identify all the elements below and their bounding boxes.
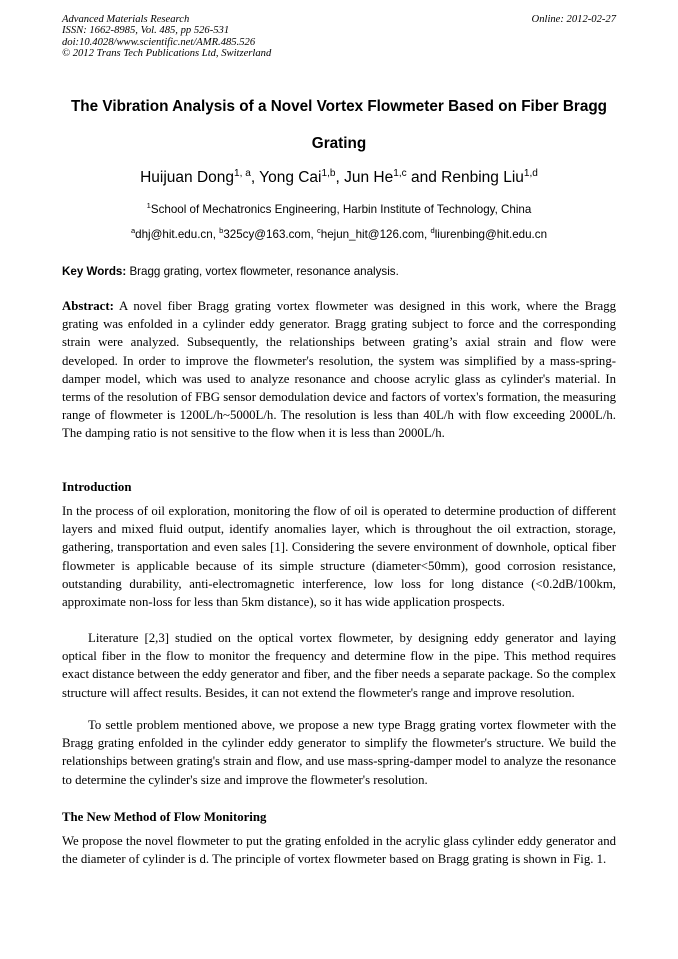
email-mark: d <box>430 226 435 236</box>
author-separator: , <box>250 169 260 186</box>
email-mark: c <box>316 226 321 236</box>
journal-header <box>62 14 616 59</box>
keywords-label: Key Words: <box>62 265 127 278</box>
journal-doi: doi:10.4028/www.scientific.net/AMR.485.526 <box>62 36 256 48</box>
author-affiliation-mark: 1,b <box>321 167 336 179</box>
email-address: liurenbing@hit.edu.cn <box>434 228 548 241</box>
email-separator: , <box>212 228 220 241</box>
email-mark: b <box>219 226 224 236</box>
email-address: hejun_hit@126.com <box>320 228 425 241</box>
abstract-label: Abstract: <box>62 299 114 313</box>
section-heading-method: The New Method of Flow Monitoring <box>62 810 267 824</box>
author-separator: and <box>406 169 442 186</box>
keywords-text: Bragg grating, vortex flowmeter, resonance analysis. <box>126 265 399 278</box>
paper-title: The Vibration Analysis of a Novel Vortex Flowmeter Based on Fiber Bragg Grating <box>70 98 608 152</box>
email-list <box>62 227 616 243</box>
abstract <box>62 297 616 443</box>
author-affiliation-mark: 1,c <box>393 167 407 179</box>
introduction-paragraph-2: Literature [2,3] studied on the optical vortex flowmeter, by designing eddy generator and laying optical fiber in the flow to monitor the frequency and determine flow in the pipe. This method requires exact distance between the eddy generator and fiber, and the fiber needs a separate package. So the complex structure will affect results. Besides, it can not extend the flowmeter's range and improve resolution. <box>62 631 616 700</box>
online-date: Online: 2012-02-27 <box>531 14 616 25</box>
email-address: 325cy@163.com <box>223 228 311 241</box>
email-address: dhj@hit.edu.cn <box>135 228 213 241</box>
author-separator: , <box>335 169 345 186</box>
journal-issn: ISSN: 1662-8985, Vol. 485, pp 526-531 <box>62 25 230 37</box>
journal-name: Advanced Materials Research <box>62 14 190 25</box>
author-name: Renbing Liu <box>441 169 524 186</box>
abstract-text: A novel fiber Bragg grating vortex flowmeter was designed in this work, where the Bragg grating was enfolded in a cylinder eddy generator. Bragg grating subject to force and the corresponding strain were analyzed. Subsequently, the relationships between grating’s axial strain and flow were developed. In order to improve the flowmeter's resolution, the system was simplified by a mass-spring-damper model, which was used to analyze resonance and choose acrylic glass as cylinder's material. In terms of the resolution of FBG sensor demodulation device and factors of vortex's formation, the measuring range of flowmeter is 1200L/h~5000L/h. The resolution is less than 40L/h with flow exceeding 2000L/h. The damping ratio is not sensitive to the flow when it is less than 2000L/h. <box>62 299 616 441</box>
author-name: Yong Cai <box>259 169 322 186</box>
email-separator: , <box>424 228 431 241</box>
section-heading-introduction: Introduction <box>62 480 132 494</box>
author-list <box>62 168 616 188</box>
keywords <box>62 264 616 280</box>
method-paragraph-1: We propose the novel flowmeter to put the grating enfolded in the acrylic glass cylinder eddy generator and the diameter of cylinder is d. The principle of vortex flowmeter based on Bragg grating is shown in Fig. 1. <box>62 834 616 867</box>
email-mark: a <box>130 226 136 236</box>
introduction-paragraph-1: In the process of oil exploration, monitoring the flow of oil is operated to determine production of different layers and mixed fluid output, identify anomalies layer, which is throughout the oil extraction, storage, gathering, transportation and even sales [1]. Considering the severe environment of downhole, optical fiber flowmeter is applicable because of its simple structure (diameter<50mm), good corrosion resistance, outstanding durability, anti-electromagnetic interference, low loss for long distance (<0.2dB/100km, approximate non-loss for less than 5km distance), so it has wide application prospects. <box>62 504 616 610</box>
affiliation-mark: 1 <box>146 201 151 211</box>
author-name: Jun He <box>344 169 394 186</box>
affiliation <box>62 202 616 218</box>
author-affiliation-mark: 1, a <box>234 167 251 179</box>
author-affiliation-mark: 1,d <box>523 167 538 179</box>
introduction-paragraph-3: To settle problem mentioned above, we propose a new type Bragg grating vortex flowmeter with the Bragg grating enfolded in the cylinder eddy generator to simplify the flowmeter's structure. We build the relationships between grating's strain and flow, and use mass-spring-damper model to analyze the resonance to determine the cylinder's size and improve the flowmeter's resolution. <box>62 718 616 787</box>
affiliation-text: School of Mechatronics Engineering, Harbin Institute of Technology, China <box>150 203 532 216</box>
author-name: Huijuan Dong <box>140 169 235 186</box>
email-separator: , <box>310 228 317 241</box>
journal-copyright: © 2012 Trans Tech Publications Ltd, Switzerland <box>62 47 272 59</box>
